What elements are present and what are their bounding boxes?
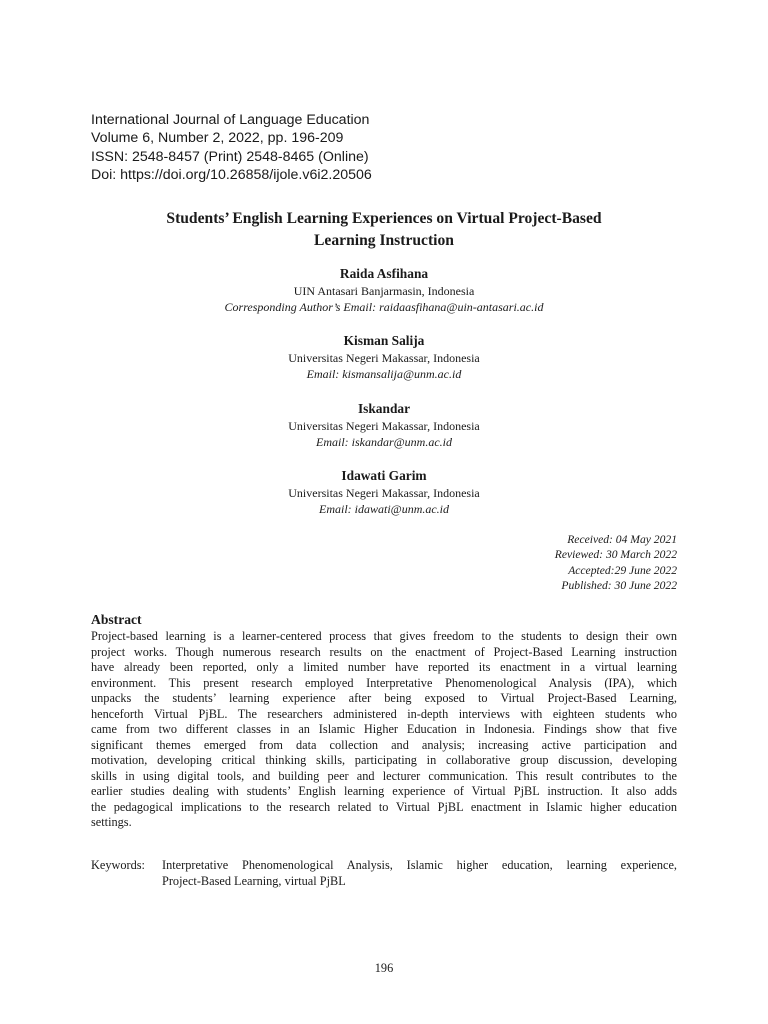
abstract-line: henceforth Virtual PjBL. The researchers administered in-depth interviews with eighteen students who: [91, 706, 677, 721]
author-block: [91, 332, 677, 383]
abstract-body: [91, 629, 677, 831]
author-block: [91, 467, 677, 518]
abstract-line: project works. Though numerous research results on the enactment of Project-Based Learning instruction: [91, 644, 677, 659]
journal-volume: Volume 6, Number 2, 2022, pp. 196-209: [91, 130, 344, 147]
date-accepted: Accepted:29 June 2022: [568, 563, 677, 577]
abstract-line: significant themes emerged from data collection and analysis; increasing active participation and: [91, 737, 677, 752]
abstract-line: unpacks the students’ learning experience after being exposed to Virtual Project-Based Learning,: [91, 691, 677, 705]
author-name: Kisman Salija: [343, 333, 425, 348]
author-email: Email: kismansalija@unm.ac.id: [306, 367, 462, 381]
journal-header: [91, 111, 372, 184]
keywords-label: Keywords:: [91, 858, 145, 872]
journal-doi: Doi: https://doi.org/10.26858/ijole.v6i2.20506: [91, 166, 372, 183]
author-name: Iskandar: [357, 401, 411, 416]
keywords-section: [91, 857, 677, 889]
journal-name: International Journal of Language Education: [91, 112, 370, 128]
page-number: 196: [374, 961, 394, 975]
abstract-heading: Abstract: [91, 612, 142, 627]
journal-issn: ISSN: 2548-8457 (Print) 2548-8465 (Online): [91, 148, 369, 165]
author-email: Corresponding Author’s Email: raidaasfihana@uin-antasari.ac.id: [224, 300, 544, 314]
abstract-line: skills in using digital tools, and building peer and lecturer communication. This result contributes to the: [91, 768, 677, 783]
author-block: [91, 265, 677, 316]
abstract-line: the pedagogical implications to the research related to Virtual PjBL enactment in Islamic higher education: [91, 799, 677, 814]
publication-dates: [555, 532, 677, 594]
date-reviewed: Reviewed: 30 March 2022: [554, 548, 677, 562]
title-line: Learning Instruction: [314, 232, 454, 249]
abstract-line: have already been reported, only a limited number have reported its enactment in a virtual learning: [91, 660, 677, 674]
title-line: Students’ English Learning Experiences on Virtual Project-Based: [166, 210, 602, 227]
author-affiliation: Universitas Negeri Makassar, Indonesia: [288, 351, 480, 365]
date-received: Received: 04 May 2021: [567, 533, 677, 546]
author-name: Raida Asfihana: [339, 266, 429, 281]
paper-title: [91, 208, 677, 252]
abstract-line: Project-based learning is a learner-centered process that gives freedom to the students to design their own: [91, 629, 677, 643]
abstract-line: settings.: [91, 815, 132, 829]
author-affiliation: UIN Antasari Banjarmasin, Indonesia: [293, 284, 475, 298]
abstract-line: earlier studies dealing with students’ English learning experience of Virtual PjBL instruction. It also adds: [91, 784, 677, 798]
author-block: [91, 400, 677, 451]
author-affiliation: Universitas Negeri Makassar, Indonesia: [288, 486, 480, 500]
abstract-line: motivation, developing critical thinking skills, participating in collaborative group discussion, developing: [91, 753, 677, 767]
keywords-line: Project-Based Learning, virtual PjBL: [162, 874, 346, 888]
abstract-line: came from two different classes in an Islamic Higher Education in Indonesia. Findings show that five: [91, 722, 677, 736]
author-email: Email: iskandar@unm.ac.id: [315, 435, 453, 449]
abstract-line: environment. This present research employed Interpretative Phenomenological Analysis (IPA), which: [91, 675, 677, 690]
keywords-line: Interpretative Phenomenological Analysis, Islamic higher education, learning experience,: [162, 858, 677, 872]
author-name: Idawati Garim: [341, 468, 427, 483]
author-affiliation: Universitas Negeri Makassar, Indonesia: [288, 419, 480, 433]
author-email: Email: idawati@unm.ac.id: [318, 502, 450, 516]
date-published: Published: 30 June 2022: [561, 579, 677, 593]
